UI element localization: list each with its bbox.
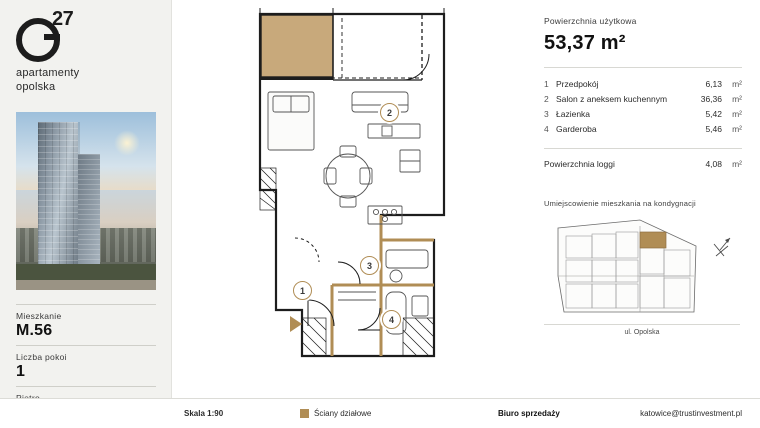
sidebar	[0, 0, 172, 428]
room-unit: m²	[732, 78, 742, 89]
logo-number: 27	[52, 8, 74, 30]
furniture	[268, 92, 428, 334]
partition-walls	[332, 215, 434, 356]
rooms-value: 1	[16, 363, 26, 380]
sidebar-divider-2	[16, 345, 156, 346]
room-list	[544, 76, 742, 136]
brand-name-line2: opolska	[16, 81, 56, 93]
room-area: 5,42	[705, 108, 722, 119]
room-number: 4	[544, 123, 549, 134]
keyplan-title: Umiejscowienie mieszkania na kondygnacji	[544, 199, 696, 208]
doors	[295, 54, 429, 330]
room-number: 3	[544, 108, 549, 119]
keyplan-highlight	[640, 232, 666, 248]
room-name: Przedpokój	[556, 78, 599, 89]
apartment-value: M.56	[16, 322, 53, 339]
table-row	[544, 106, 742, 121]
footer	[0, 398, 760, 428]
room-area: 5,46	[705, 123, 722, 134]
room-marker-3[interactable]: 3	[360, 256, 379, 275]
loggia-label: Powierzchnia loggi	[544, 159, 615, 169]
building-photo	[16, 112, 156, 290]
keyplan-svg	[544, 216, 740, 320]
loggia-unit: m²	[732, 159, 742, 169]
info-panel	[532, 0, 760, 398]
sales-office-label: Biuro sprzedaży	[498, 409, 560, 418]
sidebar-divider-3	[16, 386, 156, 387]
room-number: 1	[544, 78, 549, 89]
panel-divider-2	[544, 148, 742, 149]
brand-name	[16, 66, 79, 94]
room-name: Łazienka	[556, 108, 591, 119]
floorplan-drawing	[172, 0, 532, 398]
room-marker-2[interactable]: 2	[380, 103, 399, 122]
scale-label: Skala 1:90	[184, 409, 224, 418]
room-area: 36,36	[700, 93, 722, 104]
north-arrow-icon	[714, 238, 730, 256]
rooms-label: Liczba pokoi	[16, 352, 67, 362]
loggia-row	[544, 157, 742, 169]
keyplan	[544, 216, 740, 320]
brand-name-line1: apartamenty	[16, 67, 80, 79]
panel-divider-1	[544, 67, 742, 68]
room-unit: m²	[732, 108, 742, 119]
legend-swatch	[300, 409, 309, 418]
room-unit: m²	[732, 93, 742, 104]
usable-area-label: Powierzchnia użytkowa	[544, 16, 637, 26]
floorplan-svg	[172, 0, 532, 398]
sidebar-divider-1	[16, 304, 156, 305]
keyplan-street-caption: ul. Opolska	[544, 324, 740, 336]
room-name: Salon z aneksem kuchennym	[556, 93, 668, 104]
legend-label: Ściany działowe	[314, 409, 372, 418]
room-area: 6,13	[705, 78, 722, 89]
room-unit: m²	[732, 123, 742, 134]
loggia-area: 4,08	[705, 159, 722, 169]
room-marker-1[interactable]: 1	[293, 281, 312, 300]
room-marker-4[interactable]: 4	[382, 310, 401, 329]
table-row	[544, 91, 742, 106]
entrance-arrow-icon	[290, 316, 302, 332]
usable-area-value: 53,37 m²	[544, 32, 626, 54]
table-row	[544, 121, 742, 136]
sales-email[interactable]: katowice@trustinvestment.pl	[640, 409, 742, 418]
room-name: Garderoba	[556, 123, 597, 134]
room-row	[544, 76, 742, 91]
apartment-label: Mieszkanie	[16, 311, 62, 321]
room-number: 2	[544, 93, 549, 104]
loggia-room	[261, 15, 333, 80]
brand-block	[0, 0, 171, 108]
